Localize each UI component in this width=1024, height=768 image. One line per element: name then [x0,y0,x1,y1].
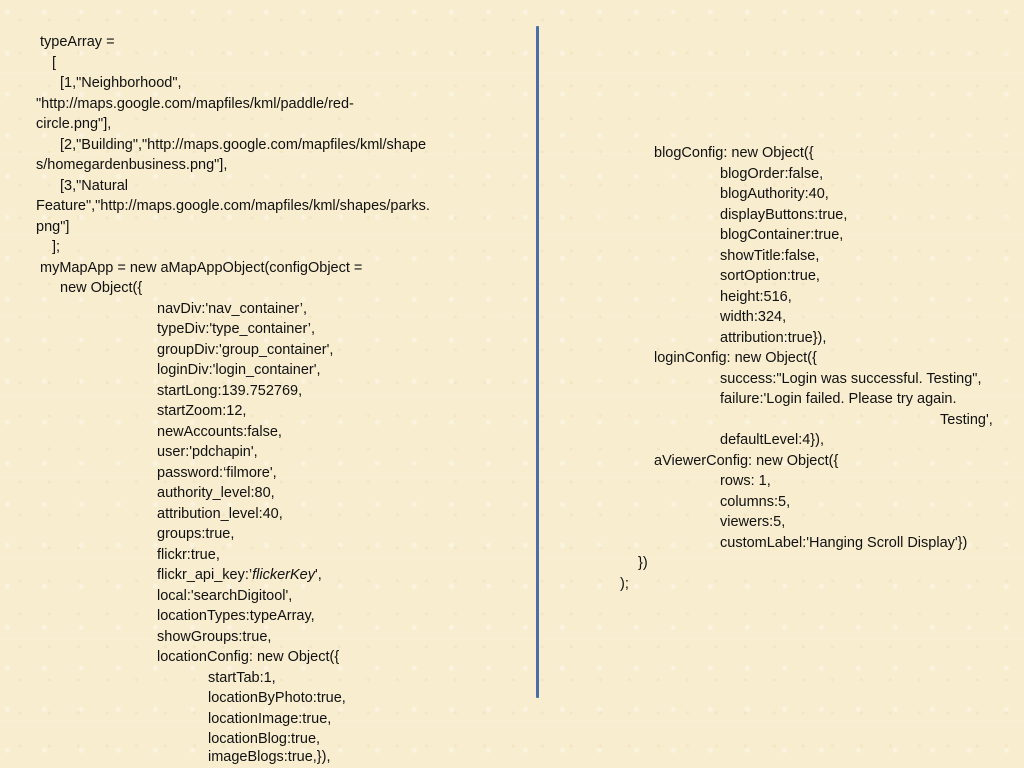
code-text: flickr_api_key:’ [157,567,253,583]
code-line: width:324, [720,309,787,325]
code-line: typeArray = [40,34,115,50]
code-line: password:‘filmore', [157,465,277,481]
code-line: [ [52,55,57,71]
code-line: Feature","http://maps.google.com/mapfiles/kml/shapes/parks. [36,198,430,214]
code-line: startZoom:12, [157,403,247,419]
code-line: }) [638,555,648,571]
code-line: sortOption:true, [720,268,820,284]
code-line: defaultLevel:4}), [720,432,824,448]
code-line: [1,"Neighborhood", [60,75,182,91]
code-line: rows: 1, [720,473,771,489]
code-line: new Object({ [60,280,143,296]
code-line: startTab:1, [208,670,276,686]
code-line: loginDiv:'login_container', [157,362,321,378]
code-line: authority_level:80, [157,485,275,501]
code-line: circle.png"], [36,116,112,132]
code-line: [3,"Natural [60,178,129,194]
code-line: groups:true, [157,526,235,542]
code-line: "http://maps.google.com/mapfiles/kml/paddle/red- [36,96,354,112]
code-line: png"] [36,219,70,235]
code-line [157,565,322,586]
code-line: attribution:true}), [720,330,827,346]
code-line: success:"Login was successful. Testing", [720,371,982,387]
code-line: typeDiv:'type_container’, [157,321,316,337]
code-line: blogOrder:false, [720,166,824,182]
code-line: failure:'Login failed. Please try again. [720,391,957,407]
code-text-italic: flickerKey [252,567,315,583]
column-divider [536,26,539,698]
code-line: blogConfig: new Object({ [654,145,814,161]
code-line: height:516, [720,289,792,305]
code-line: customLabel:'Hanging Scroll Display'}) [720,535,968,551]
code-line: groupDiv:'group_container', [157,342,334,358]
code-line: startLong:139.752769, [157,383,303,399]
code-line: Testing', [940,412,993,428]
code-line: viewers:5, [720,514,786,530]
code-line: blogContainer:true, [720,227,844,243]
code-line: displayButtons:true, [720,207,848,223]
code-line: locationConfig: new Object({ [157,649,340,665]
code-line: locationTypes:typeArray, [157,608,315,624]
code-line: [2,"Building","http://maps.google.com/mapfiles/kml/shape [60,137,427,153]
code-line: local:'searchDigitool', [157,588,293,604]
code-line: showGroups:true, [157,629,272,645]
code-line: locationByPhoto:true, [208,690,346,706]
code-line: ); [620,576,629,592]
code-line: aViewerConfig: new Object({ [654,453,839,469]
code-line: blogAuthority:40, [720,186,829,202]
code-line: imageBlogs:true,}), [208,749,331,765]
code-line: locationBlog:true, [208,731,321,747]
code-line: s/homegardenbusiness.png"], [36,157,228,173]
code-line: navDiv:'nav_container’, [157,301,307,317]
code-line: attribution_level:40, [157,506,283,522]
code-line: ]; [52,239,61,255]
code-line: loginConfig: new Object({ [654,350,817,366]
code-line: myMapApp = new aMapAppObject(configObject = [40,260,363,276]
code-line: user:'pdchapin', [157,444,258,460]
code-line: locationImage:true, [208,711,332,727]
code-line: flickr:true, [157,547,220,563]
code-line: showTitle:false, [720,248,820,264]
code-text: ', [314,567,322,583]
code-line: columns:5, [720,494,791,510]
code-line: newAccounts:false, [157,424,282,440]
